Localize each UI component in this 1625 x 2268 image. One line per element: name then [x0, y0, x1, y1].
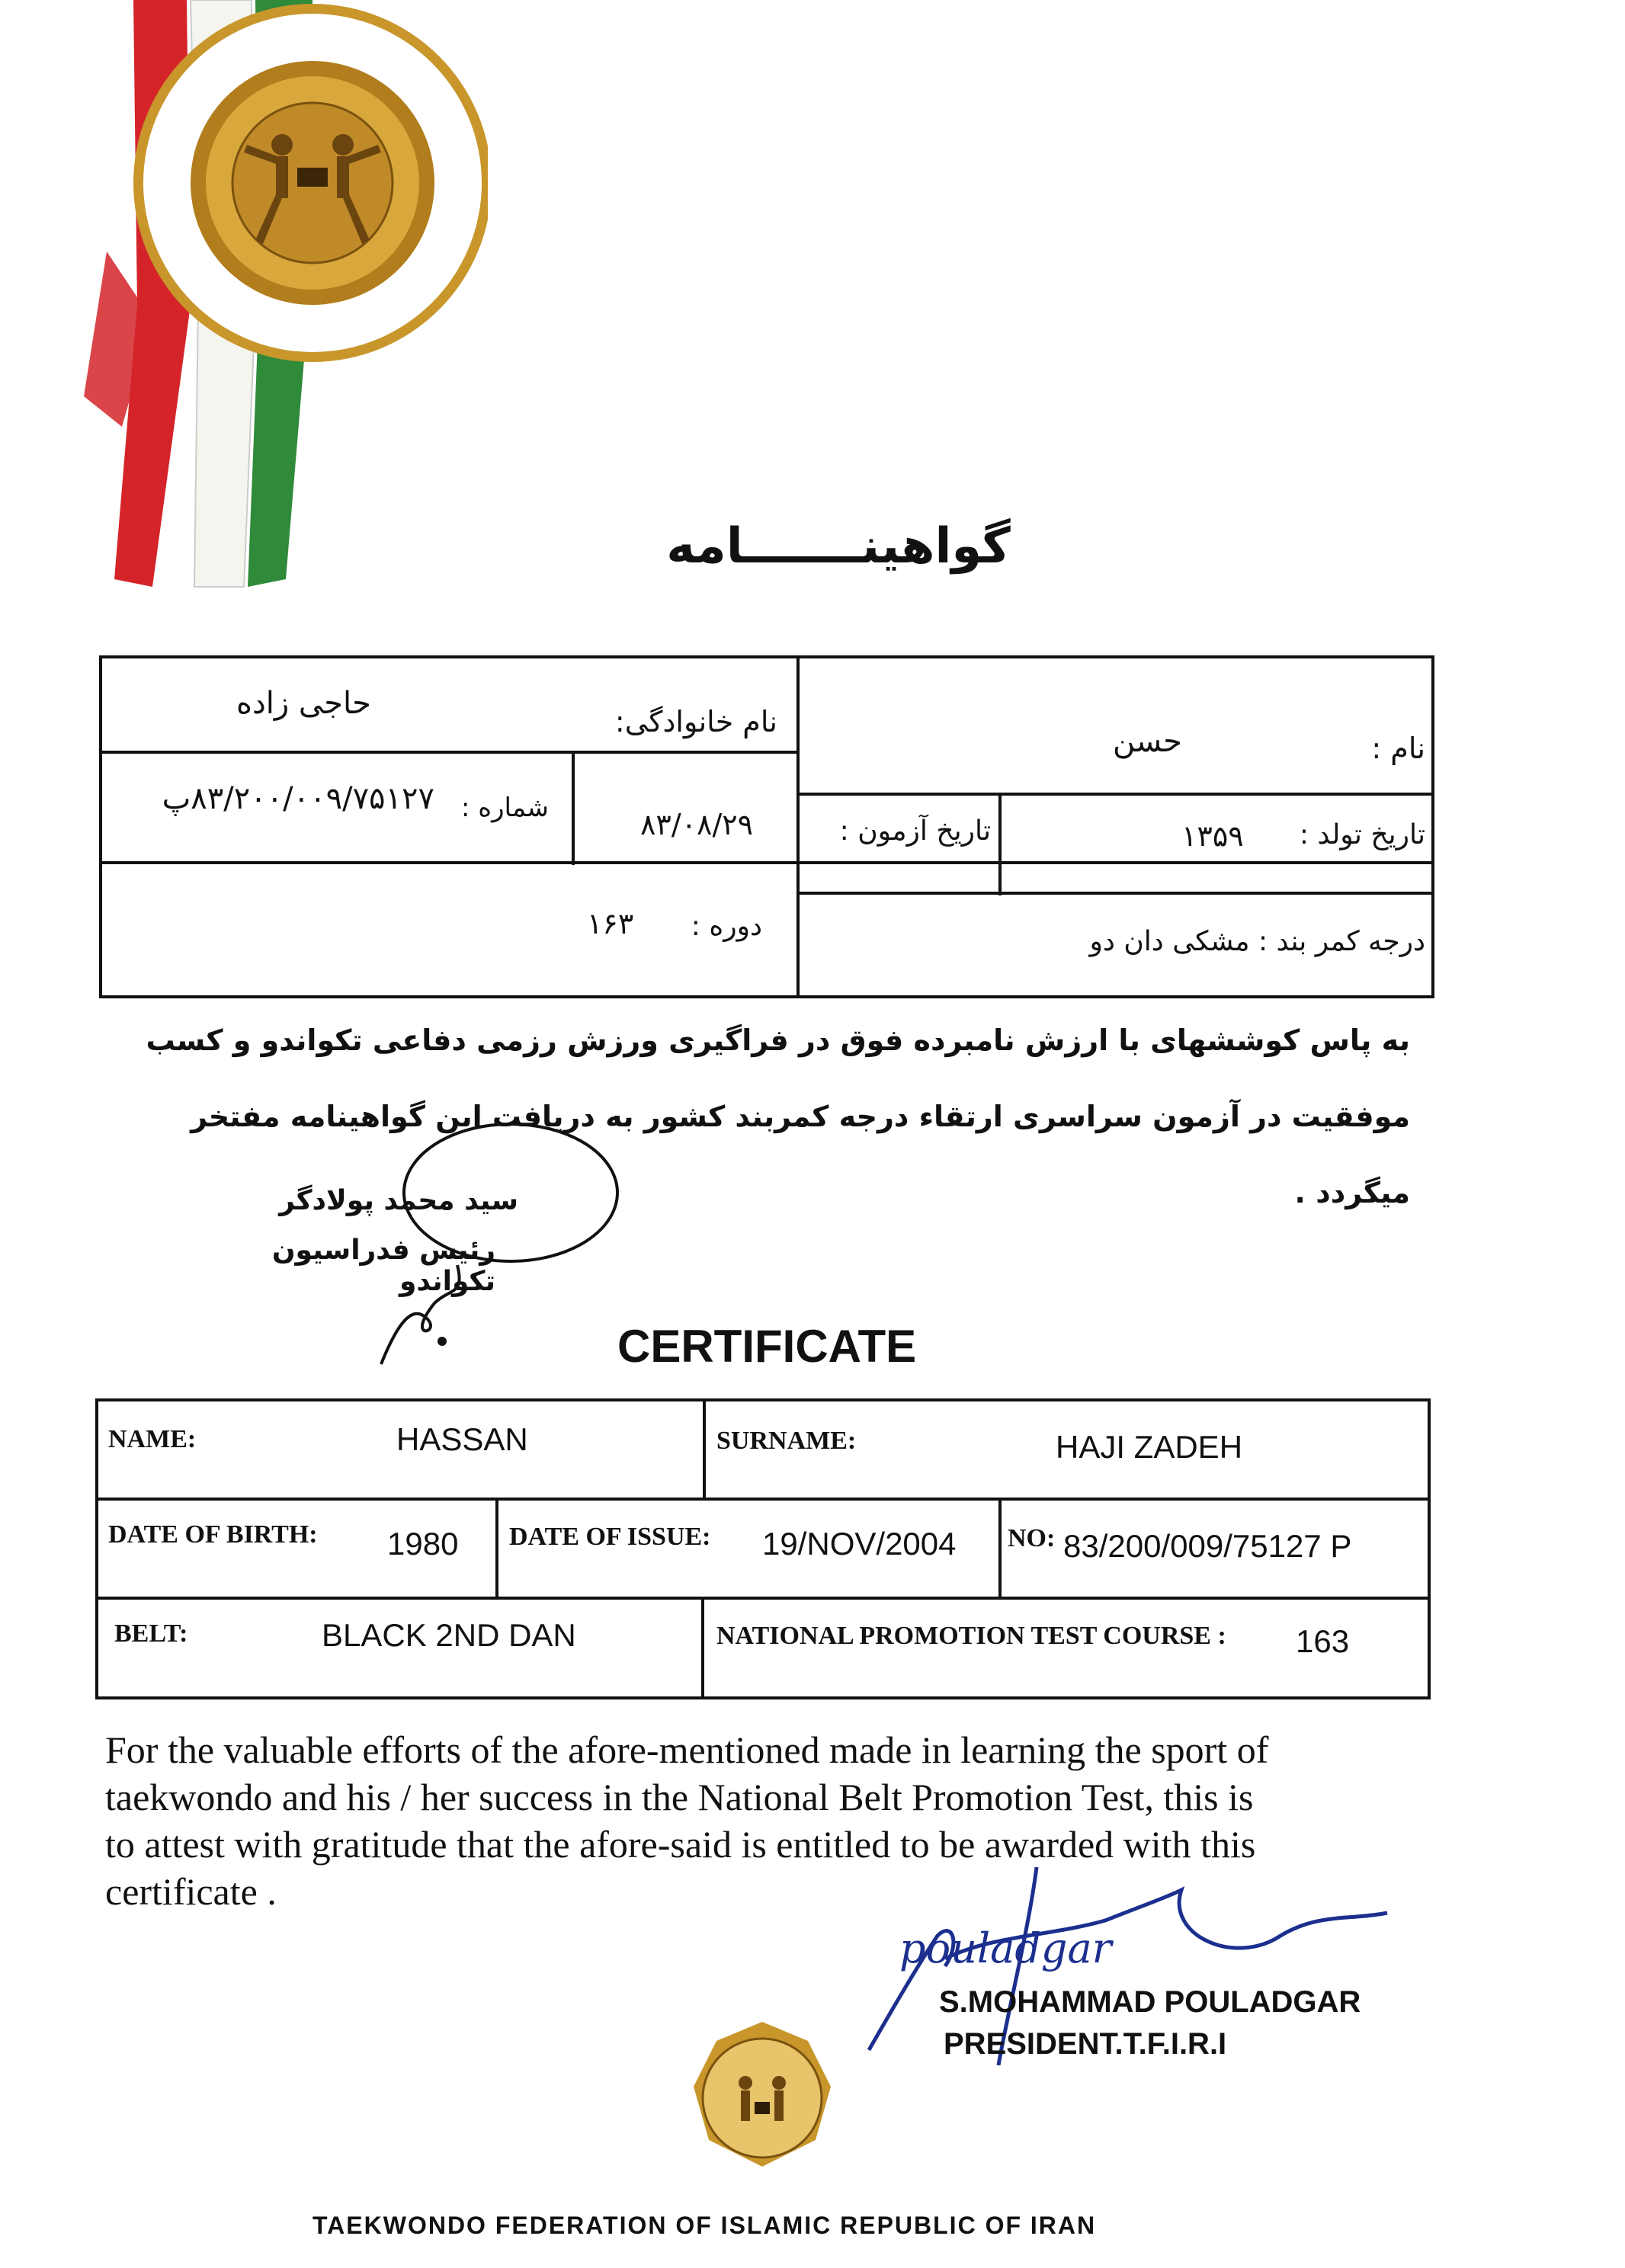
family-name-label: نام خانوادگی:	[614, 705, 777, 738]
english-signer-name: S.MOHAMMAD POULADGAR	[939, 1985, 1361, 2019]
birth-year-value: ۱۳۵۹	[1181, 819, 1244, 853]
course-label: دوره :	[691, 911, 762, 942]
persian-body-line-1: به پاس کوششهای با ارزش نامبرده فوق در فراگیری ورزش رزمی دفاعی تکواندو و کسب	[146, 1023, 1410, 1057]
belt-value-en: BLACK 2ND DAN	[322, 1617, 576, 1653]
surname-value: HAJI ZADEH	[1056, 1429, 1243, 1465]
belt-row	[1021, 926, 1425, 957]
english-body-line-2: taekwondo and his / her success in the National Belt Promotion Test, this is	[105, 1776, 1254, 1818]
signature-script-text: pouladgar	[899, 1924, 1112, 1972]
number-value: ۸۳/۲۰۰/۰۰۹/۷۵۱۲۷پ	[162, 781, 434, 816]
family-name-value: حاجی زاده	[236, 686, 371, 721]
course-label-en: NATIONAL PROMOTION TEST COURSE :	[716, 1622, 1226, 1650]
english-signer-title: PRESIDENT.T.F.I.R.I	[944, 2027, 1227, 2061]
belt-value: مشکی دان دو	[1089, 926, 1250, 957]
english-body-line-1: For the valuable efforts of the afore-mentioned made in learning the sport of	[105, 1728, 1269, 1771]
date-of-birth-label: DATE OF BIRTH:	[108, 1520, 318, 1549]
exam-date-value: ۸۳/۰۸/۲۹	[640, 808, 754, 841]
persian-signer-name: سید محمد پولادگر	[279, 1185, 518, 1216]
birth-date-label: تاریخ تولد :	[1299, 819, 1425, 850]
first-name-value: حسن	[1113, 724, 1182, 759]
persian-title: گواهینـــــــامه	[666, 518, 1011, 575]
belt-label-en: BELT:	[114, 1619, 188, 1648]
course-value: ۱۶۳	[587, 907, 634, 940]
persian-signer-title: رئیس فدراسیون تکواندو	[271, 1235, 495, 1297]
certificate-number-label: NO:	[1008, 1524, 1056, 1552]
date-of-issue-label: DATE OF ISSUE:	[509, 1523, 711, 1551]
name-value: HASSAN	[396, 1421, 528, 1457]
english-title: CERTIFICATE	[617, 1321, 917, 1372]
date-of-birth-value: 1980	[387, 1526, 459, 1562]
first-name-label: نام :	[1371, 732, 1425, 765]
footer-federation-name: TAEKWONDO FEDERATION OF ISLAMIC REPUBLIC OF IRAN	[312, 2212, 1097, 2239]
number-label: شماره :	[461, 793, 549, 823]
date-of-issue-value: 19/NOV/2004	[762, 1526, 957, 1562]
english-body-line-3: to attest with gratitude that the afore-said is entitled to be awarded with this	[105, 1823, 1256, 1866]
certificate-number-value: 83/200/009/75127 P	[1063, 1528, 1352, 1564]
persian-body-line-3: میگردد .	[1294, 1176, 1410, 1209]
name-label: NAME:	[108, 1425, 197, 1453]
gold-seal-with-ribbons	[61, 0, 488, 625]
exam-date-label: تاریخ آزمون :	[839, 815, 991, 847]
course-value-en: 163	[1296, 1623, 1350, 1659]
belt-label: درجه کمر بند :	[1258, 926, 1425, 957]
persian-body-line-2: موفقیت در آزمون سراسری ارتقاء درجه کمربند کشور به دریافت این گواهینامه مفتخر	[191, 1100, 1410, 1133]
federation-logo	[686, 2018, 838, 2174]
surname-label: SURNAME:	[716, 1427, 857, 1455]
english-body-line-4: certificate .	[105, 1870, 277, 1913]
